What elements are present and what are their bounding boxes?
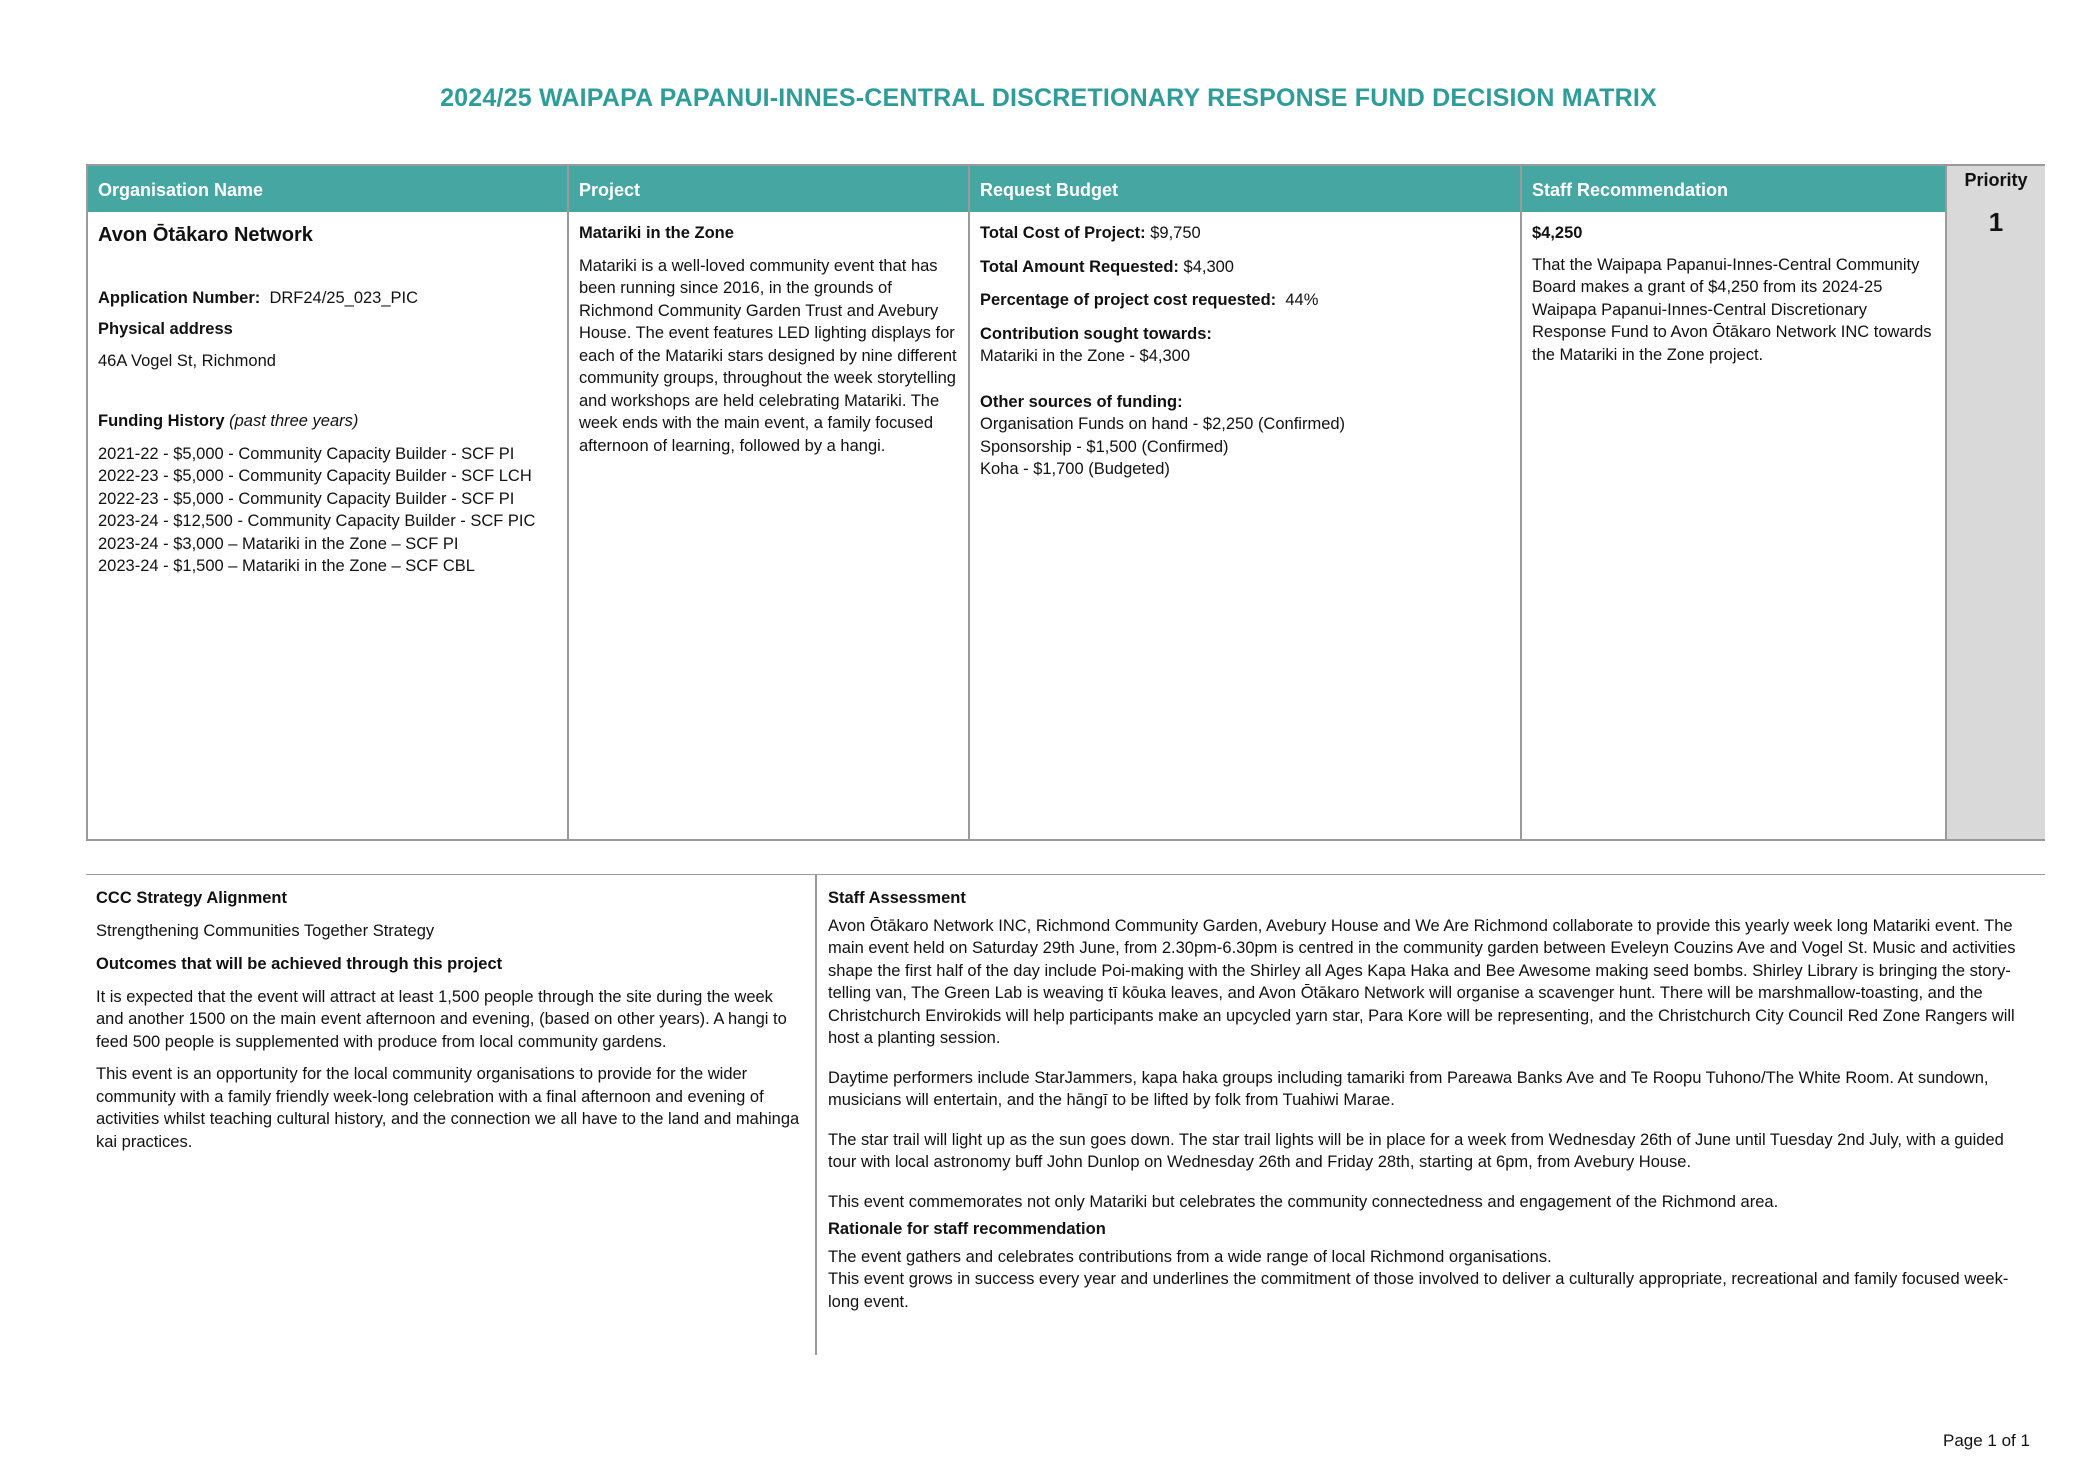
- header-staff-recommendation: Staff Recommendation: [1522, 166, 1945, 212]
- strategy-heading: CCC Strategy Alignment: [96, 889, 287, 907]
- funding-history-item: 2023-24 - $1,500 – Matariki in the Zone – SCF CBL: [98, 557, 475, 575]
- strategy-alignment-panel: [86, 875, 815, 1153]
- staff-assessment-heading: Staff Assessment: [828, 889, 966, 907]
- total-cost-label: Total Cost of Project:: [980, 224, 1146, 242]
- assessment-paragraph: Daytime performers include StarJammers, kapa haka groups including tamariki from Pareawa Banks Ave and Te Roopu Tuhono/The White Room. At sundown, musicians will entertain, and the hāngī to be lifted by folk from Tuahiwi Marae.: [828, 1068, 1989, 1109]
- project-column: [569, 166, 970, 839]
- application-number-value: DRF24/25_023_PIC: [269, 288, 419, 307]
- funding-history-item: 2022-23 - $5,000 - Community Capacity Builder - SCF PI: [98, 489, 515, 508]
- priority-value: 1: [1988, 207, 2004, 237]
- priority-column: [1947, 166, 2045, 839]
- other-funding-item: Koha - $1,700 (Budgeted): [980, 460, 1170, 478]
- recommended-amount: $4,250: [1532, 224, 1583, 242]
- contribution-label: Contribution sought towards:: [980, 324, 1212, 343]
- header-organisation-name: Organisation Name: [88, 166, 567, 212]
- header-project: Project: [569, 166, 968, 212]
- funding-history-item: 2022-23 - $5,000 - Community Capacity Builder - SCF LCH: [98, 467, 532, 485]
- funding-history-item: 2023-24 - $3,000 – Matariki in the Zone – SCF PI: [98, 534, 459, 553]
- total-cost-value: $9,750: [1150, 224, 1201, 242]
- other-funding-item: Sponsorship - $1,500 (Confirmed): [980, 437, 1229, 456]
- funding-history-item: 2021-22 - $5,000 - Community Capacity Builder - SCF PI: [98, 444, 515, 463]
- percent-requested: [980, 289, 1510, 312]
- other-funding-list: [980, 413, 1510, 481]
- funding-history-list: [98, 443, 557, 578]
- rationale-line: This event grows in success every year and underlines the commitment of those involved to deliver a culturally appropriate, recreational and family focused week-long event.: [828, 1270, 2009, 1311]
- total-requested-label: Total Amount Requested:: [980, 257, 1179, 276]
- application-number: [98, 287, 557, 310]
- application-number-label: Application Number:: [98, 288, 261, 307]
- funding-history-heading: [98, 410, 557, 433]
- staff-recommendation-column: [1522, 166, 1947, 839]
- physical-address-label: Physical address: [98, 320, 233, 338]
- project-name: Matariki in the Zone: [579, 224, 734, 242]
- assessment-paragraph: Avon Ōtākaro Network INC, Richmond Community Garden, Avebury House and We Are Richmond collaborate to provide this yearly week long Matariki event. The main event held on Saturday 29th June, from 2.30pm-6.30pm is centred in the community garden between Eveleyn Couzins Ave and Vogel St. Music and activities shape the first half of the day include Poi-making with the Shirley all Ages Kapa Haka and Bee Awesome making seed bombs. Shirley Library is bringing the story-telling van, The Green Lab is weaving tī kōuka leaves, and Avon Ōtākaro Network will organise a scavenger hunt. There will be marshmallow-toasting, and the Christchurch Envirokids will help participants make an upcycled yarn star, Para Kore will be representing, and the Christchurch City Council Red Zone Rangers will host a planting session.: [828, 916, 2016, 1047]
- strategy-text: Strengthening Communities Together Strategy: [96, 921, 435, 940]
- rationale-heading: Rationale for staff recommendation: [828, 1220, 1106, 1238]
- other-funding-label: Other sources of funding:: [980, 392, 1183, 411]
- funding-history-label: Funding History: [98, 412, 225, 430]
- total-requested: [980, 256, 1510, 279]
- total-cost: [980, 222, 1510, 245]
- contribution-value: Matariki in the Zone - $4,300: [980, 347, 1191, 365]
- assessment-paragraph: The star trail will light up as the sun goes down. The star trail lights will be in place for a week from Wednesday 26th of June until Tuesday 2nd July, with a guided tour with local astronomy buff John Dunlop on Wednesday 26th and Friday 28th, starting at 6pm, from Avebury House.: [828, 1130, 2004, 1171]
- funding-history-note: (past three years): [229, 412, 359, 430]
- percent-requested-label: Percentage of project cost requested:: [980, 291, 1277, 309]
- budget-column: [970, 166, 1522, 839]
- organisation-name: Avon Ōtākaro Network: [98, 224, 313, 246]
- funding-history-item: 2023-24 - $12,500 - Community Capacity Builder - SCF PIC: [98, 512, 536, 530]
- assessment-paragraph: This event commemorates not only Matariki but celebrates the community connectedness and engagement of the Richmond area.: [828, 1192, 1779, 1211]
- header-priority: Priority: [1964, 170, 2028, 190]
- decision-matrix-table: [86, 164, 2045, 841]
- assessment-section: [86, 874, 2045, 1355]
- total-requested-value: $4,300: [1183, 257, 1234, 276]
- staff-assessment-panel: [817, 875, 2045, 1313]
- page-title: 2024/25 WAIPAPA PAPANUI-INNES-CENTRAL DISCRETIONARY RESPONSE FUND DECISION MATRIX: [440, 84, 1657, 112]
- recommendation-text: That the Waipapa Papanui-Innes-Central Community Board makes a grant of $4,250 from its 2024-25 Waipapa Papanui-Innes-Central Discretionary Response Fund to Avon Ōtākaro Network INC towards the Matariki in the Zone project.: [1532, 255, 1932, 364]
- other-funding-item: Organisation Funds on hand - $2,250 (Confirmed): [980, 415, 1346, 433]
- outcomes-paragraph: It is expected that the event will attract at least 1,500 people through the site during the week and another 1500 on the main event afternoon and evening, (based on other years). A hangi to feed 500 people is supplemented with produce from local community gardens.: [96, 987, 787, 1051]
- org-column: [88, 166, 569, 839]
- project-description: Matariki is a well-loved community event that has been running since 2016, in the grounds of Richmond Community Garden Trust and Avebury House. The event features LED lighting displays for each of the Matariki stars designed by nine different community groups, throughout the week storytelling and workshops are held celebrating Matariki. The week ends with the main event, a family focused afternoon of learning, followed by a hangi.: [579, 256, 957, 455]
- percent-requested-value: 44%: [1285, 291, 1319, 309]
- header-request-budget: Request Budget: [970, 166, 1520, 212]
- outcomes-heading: Outcomes that will be achieved through this project: [96, 955, 503, 973]
- rationale-line: The event gathers and celebrates contributions from a wide range of local Richmond organisations.: [828, 1247, 1552, 1266]
- page-number: Page 1 of 1: [1943, 1431, 2030, 1450]
- outcomes-paragraph: This event is an opportunity for the local community organisations to provide for the wider community with a family friendly week-long celebration with a final afternoon and evening of activities whilst teaching cultural history, and the connection we all have to the land and mahinga kai practices.: [96, 1065, 800, 1151]
- physical-address: 46A Vogel St, Richmond: [98, 351, 276, 370]
